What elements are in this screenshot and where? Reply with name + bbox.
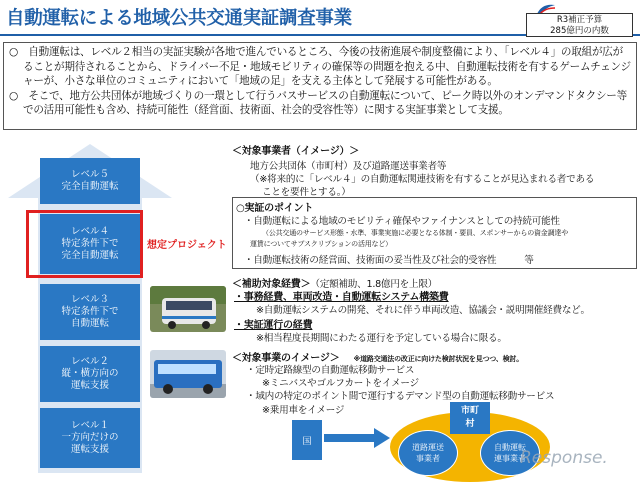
points-item-1: ・自動運転による地域のモビリティ確保やファイナンスとしての持続可能性 — [244, 216, 560, 227]
level-5-box — [40, 158, 140, 204]
image-heading: ＜対象事業のイメージ＞ — [232, 353, 340, 364]
summary-box — [3, 42, 637, 130]
level-1-desc-1: 一方向だけの — [61, 432, 119, 443]
level-2-desc-2: 運転支援 — [70, 380, 109, 391]
level-3-desc-2: 自動運転 — [70, 318, 109, 329]
summary-paragraph-2: ○ そこで、地方公共団体が地域づくりの一環として行うバスサービスの自動運転について、ピーク時以外のオンデマンドタクシー等での活用可能性も含め、持続可能性（経営面、技術面、社会的受容性等）に関する実証事業として支援。 — [9, 89, 627, 117]
level-5-desc: 完全自動運転 — [61, 181, 119, 192]
level-3-desc-1: 特定条件下で — [61, 306, 119, 317]
budget-line-2: 285億円の内数 — [550, 26, 609, 36]
image-item-2: ・域内の特定のポイント間で運行するデマンド型の自動運転移動サービス — [246, 391, 555, 402]
expenses-item-2: ・実証運行の経費 — [234, 320, 313, 331]
expenses-item-1: ・事務経費、車両改造・自動運転システム構築費 — [234, 292, 449, 303]
country-box: 国 — [292, 420, 322, 460]
image-item-1: ・定時定路線型の自動運転移動サービス — [246, 365, 415, 376]
municipality-line-2: 村 — [465, 419, 475, 429]
level-4-desc-2: 完全自動運転 — [61, 250, 119, 261]
autonomous-operator-line-2: 連事業者 — [494, 454, 526, 463]
road-operator-line-2: 事業者 — [416, 454, 440, 463]
target-line-1: 地方公共団体（市町村）及び道路運送事業者等 — [250, 161, 447, 172]
level-2-name: レベル２ — [70, 356, 109, 367]
page-title: 自動運転による地域公共交通実証調査事業 — [6, 8, 352, 29]
municipality-box — [450, 402, 490, 434]
expenses-item-2-note: ※相当程度長期間にわたる運行を予定している場合に限る。 — [256, 333, 507, 344]
level-4-name: レベル４ — [70, 226, 109, 237]
level-3-name: レベル３ — [70, 294, 109, 305]
level-1-name: レベル１ — [70, 420, 109, 431]
summary-paragraph-1: ○ 自動運転は、レベル２相当の実証実験が各地で進んでいるところ、今後の技術進展や制度整備により、「レベル４」の取組が広がることが期待されることから、ドライバー不足・地域モビリティの確保等の問題を抱える中、自動運転技術を有するゲームチェンジャーが、小さな単位のコミュニティにおいて「地域の足」を支える主体として発展する可能性がある。 — [9, 46, 631, 88]
level-5-name: レベル５ — [70, 169, 109, 180]
target-line-3: ことを要件とする。） — [262, 187, 351, 198]
expenses-heading-note: （定額補助、1.8億円を上限） — [310, 279, 438, 290]
points-item-1-note-2: 運賃についてサブスクリプションの活用など） — [250, 240, 392, 248]
level-2-desc-1: 縦・横方向の — [61, 368, 119, 379]
image-item-1-note: ※ミニバスやゴルフカートをイメージ — [262, 378, 419, 389]
image-item-2-note: ※乗用車をイメージ — [262, 405, 345, 416]
municipality-line-1: 市町 — [460, 406, 479, 416]
expenses-heading: ＜補助対象経費＞ — [232, 279, 311, 290]
points-item-2: ・自動運転技術の経営面、技術面の妥当性及び社会的受容性 等 — [244, 255, 534, 266]
minibus-photo — [150, 286, 226, 332]
bus-photo — [150, 350, 226, 398]
budget-box — [526, 13, 633, 37]
level-1-desc-2: 運転支援 — [70, 444, 109, 455]
expenses-item-1-note: ※自動運転システムの開発、それに伴う車両改造、協議会・説明開催経費など。 — [256, 305, 590, 316]
level-4-highlight-frame — [26, 210, 143, 278]
assumed-project-label: 想定プロジェクト — [147, 240, 227, 251]
level-3-box — [40, 284, 140, 340]
subsidy-arrow-icon — [324, 428, 390, 448]
points-item-1-note-1: （公共交通のサービス形態・水準、事業実施に必要となる体制・要員、スポンサーからの資金調達や — [262, 229, 568, 237]
target-heading: ＜対象事業者（イメージ）＞ — [232, 146, 360, 157]
level-4-desc-1: 特定条件下で — [61, 238, 119, 249]
points-heading: ○実証のポイント — [236, 203, 314, 214]
road-operator-line-1: 道路運送 — [412, 443, 444, 452]
response-watermark: Response. — [520, 448, 608, 468]
image-heading-note: ※道路交通法の改正に向けた検討状況を見つつ、検討。 — [353, 355, 524, 363]
level-2-box — [40, 346, 140, 402]
autonomous-operator-line-1: 自動運転 — [494, 443, 526, 452]
target-line-2: （※将来的に「レベル４」の自動運転関連技術を有することが見込まれる者である — [250, 174, 595, 185]
level-1-box — [40, 408, 140, 468]
budget-line-1: R3補正予算 — [556, 15, 603, 25]
road-transport-operator-circle — [398, 430, 458, 476]
